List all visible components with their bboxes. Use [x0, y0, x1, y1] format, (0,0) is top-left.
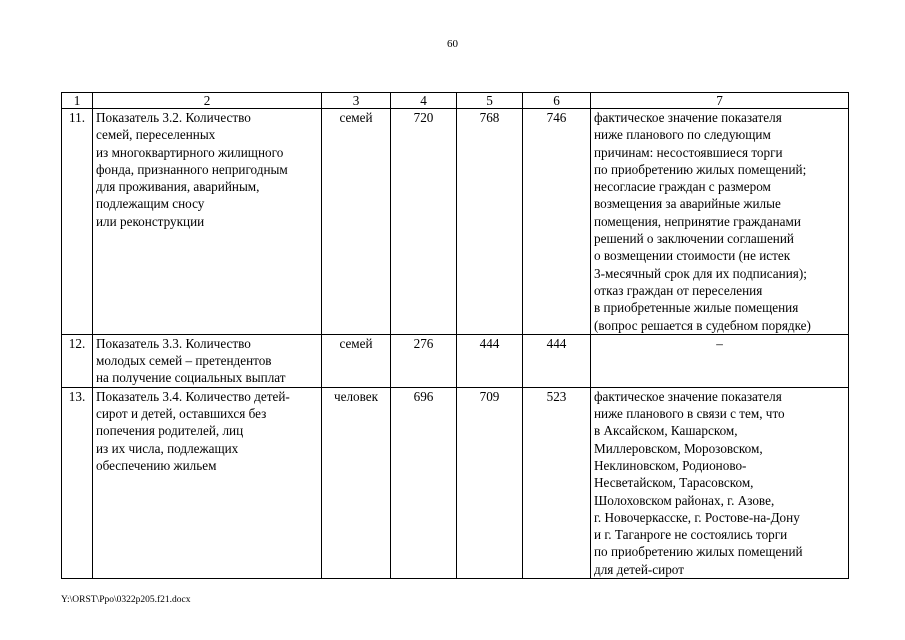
note-cell: фактическое значение показателя ниже планового по следующим причинам: несостоявшиеся торги по приобретению жилых помещений; несогласие граждан с размером возмещения за аварийные жилые помещения, непринятие гражданами решений о заключении соглашений о возмещении стоимости (не истек 3-месячный срок для их подписания); отказ граждан от переселения в приобретенные жилые помещения (вопрос решается в судебном порядке): [591, 109, 849, 335]
value-cell: 444: [523, 334, 591, 387]
column-header: 2: [93, 93, 322, 109]
file-path-footer: Y:\ORST\Ppo\0322p205.f21.docx: [61, 595, 191, 605]
row-number: 12.: [62, 334, 93, 387]
value-cell: 720: [391, 109, 457, 335]
column-header: 5: [457, 93, 523, 109]
value-cell: 276: [391, 334, 457, 387]
unit-cell: семей: [322, 109, 391, 335]
indicator-cell: Показатель 3.3. Количество молодых семей – претендентов на получение социальных выплат: [93, 334, 322, 387]
report-table: [61, 92, 849, 579]
table-row: [62, 334, 849, 387]
column-header: 3: [322, 93, 391, 109]
value-cell: 523: [523, 387, 591, 578]
unit-cell: семей: [322, 334, 391, 387]
row-number: 11.: [62, 109, 93, 335]
value-cell: 696: [391, 387, 457, 578]
value-cell: 444: [457, 334, 523, 387]
table-header-row: [62, 93, 849, 109]
page-number: 60: [447, 38, 458, 50]
value-cell: 768: [457, 109, 523, 335]
indicator-cell: Показатель 3.2. Количество семей, переселенных из многоквартирного жилищного фонда, признанного непригодным для проживания, аварийным, подлежащим сносу или реконструкции: [93, 109, 322, 335]
table-row: [62, 387, 849, 578]
column-header: 4: [391, 93, 457, 109]
column-header: 6: [523, 93, 591, 109]
note-cell: –: [591, 334, 849, 387]
column-header: 7: [591, 93, 849, 109]
value-cell: 746: [523, 109, 591, 335]
indicator-cell: Показатель 3.4. Количество детей- сирот и детей, оставшихся без попечения родителей, лиц из их числа, подлежащих обеспечению жильем: [93, 387, 322, 578]
unit-cell: человек: [322, 387, 391, 578]
table-row: [62, 109, 849, 335]
note-cell: фактическое значение показателя ниже планового в связи с тем, что в Аксайском, Кашарском, Миллеровском, Морозовском, Неклиновском, Родионово- Несветайском, Тарасовском, Шолоховском районах, г. Азове, г. Новочеркасске, г. Ростове-на-Дону и г. Таганроге не состоялись торги по приобретению жилых помещений для детей-сирот: [591, 387, 849, 578]
row-number: 13.: [62, 387, 93, 578]
column-header: 1: [62, 93, 93, 109]
value-cell: 709: [457, 387, 523, 578]
